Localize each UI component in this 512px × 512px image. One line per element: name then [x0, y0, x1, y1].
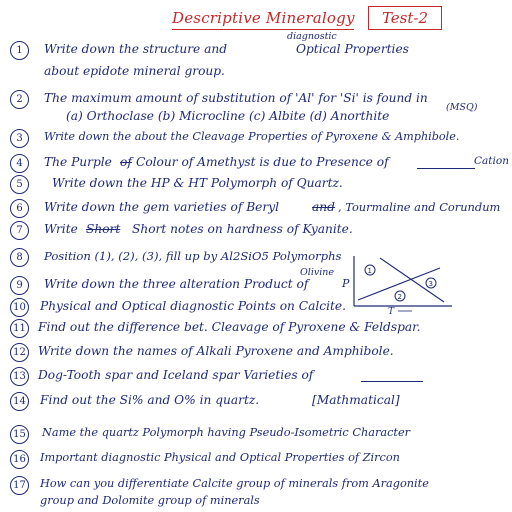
- question-text-line2: group and Dolomite group of minerals: [40, 494, 260, 507]
- question-options: (a) Orthoclase (b) Microcline (c) Albite (d) Anorthite: [66, 109, 390, 123]
- question-text: Write: [44, 222, 78, 236]
- question-text: Write down the about the Cleavage Properties of Pyroxene & Amphibole.: [44, 130, 460, 143]
- question-text: Write down the HP & HT Polymorph of Quartz.: [52, 176, 343, 190]
- question-text: How can you differentiate Calcite group of minerals from Aragonite: [40, 477, 429, 490]
- question-number: 9: [10, 276, 29, 295]
- question-number: 7: [10, 221, 29, 240]
- question-number: 15: [10, 425, 29, 444]
- graph-p-label: P: [342, 277, 350, 290]
- question-tag-text: [Mathmatical]: [312, 393, 400, 407]
- question-text: Write down the structure and: [44, 42, 228, 56]
- question-number: 4: [10, 154, 29, 173]
- question-number: 12: [10, 343, 29, 362]
- question-text: Position (1), (2), (3), fill up by Al2SiO5 Polymorphs: [44, 249, 342, 263]
- question-tag: [312, 393, 400, 407]
- graph-region-3: 3: [428, 280, 433, 288]
- question-text-end: Cation: [474, 155, 509, 167]
- question-text: Write down the names of Alkali Pyroxene and Amphibole.: [38, 344, 394, 358]
- graph-t-label: T: [388, 307, 395, 314]
- test-label-box: Test-2: [368, 6, 442, 30]
- question-text: Physical and Optical diagnostic Points on Calcite.: [40, 299, 346, 313]
- question-number: 10: [10, 298, 29, 317]
- graph-region-1: 1: [367, 267, 372, 275]
- question-number: 1: [10, 41, 29, 60]
- question-number: 6: [10, 199, 29, 218]
- question-text: The maximum amount of substitution of 'Al' for 'Si' is found in: [44, 91, 428, 105]
- question-number: 11: [10, 319, 29, 338]
- struck-word: Short: [86, 222, 121, 236]
- question-text-cont: Optical Properties: [296, 42, 409, 56]
- phase-diagram: [340, 254, 456, 314]
- question-number: 5: [10, 175, 29, 194]
- fill-blank: [361, 373, 423, 382]
- graph-region-2: 2: [397, 293, 402, 301]
- fill-blank: [417, 160, 475, 169]
- question-text: Write down the three alteration Product of: [44, 277, 309, 291]
- question-text: Find out the Si% and O% in quartz.: [40, 393, 260, 407]
- worksheet-header: [0, 4, 512, 34]
- question-number: 13: [10, 367, 29, 386]
- question-number: 14: [10, 392, 29, 411]
- question-text: Find out the difference bet. Cleavage of Pyroxene & Feldspar.: [38, 320, 421, 334]
- question-text-cont: , Tourmaline and Corundum: [338, 200, 501, 214]
- struck-word: and: [312, 200, 335, 214]
- question-number: 16: [10, 450, 29, 469]
- struck-word: of: [120, 155, 132, 169]
- question-text: Dog-Tooth spar and Iceland spar Varieties of: [38, 368, 314, 382]
- question-number: 8: [10, 248, 29, 267]
- question-text-line2: about epidote mineral group.: [44, 64, 225, 78]
- question-tag: (MSQ): [446, 102, 478, 113]
- question-number: 2: [10, 90, 29, 109]
- question-text: Important diagnostic Physical and Optical Properties of Zircon: [40, 451, 400, 464]
- question-text-cont: Short notes on hardness of Kyanite.: [132, 222, 353, 236]
- inserted-word: diagnostic: [287, 31, 337, 42]
- question-number: 3: [10, 129, 29, 148]
- title-underline: [172, 29, 354, 30]
- question-text: Name the quartz Polymorph having Pseudo-Isometric Character: [42, 426, 411, 439]
- page-title: Descriptive Mineralogy: [172, 9, 355, 27]
- inserted-word: Olivine: [300, 267, 335, 278]
- question-text: The Purple: [44, 155, 112, 169]
- question-number: 17: [10, 476, 29, 495]
- question-text: Write down the gem varieties of Beryl: [44, 200, 279, 214]
- question-text-cont: Colour of Amethyst is due to Presence of: [136, 155, 389, 169]
